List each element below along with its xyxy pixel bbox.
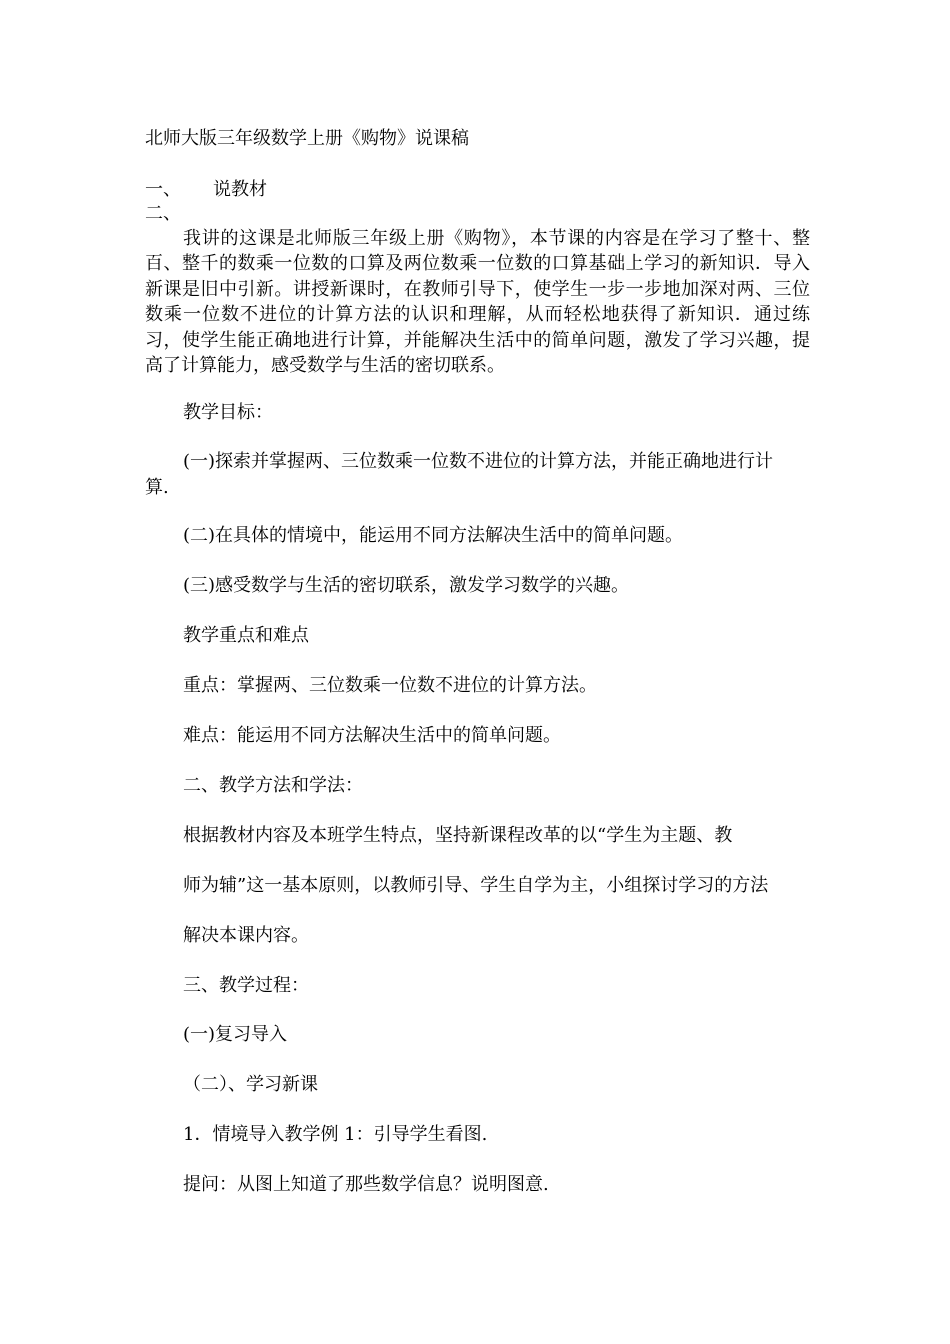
key-difficult-heading: 教学重点和难点 bbox=[183, 625, 309, 646]
goal-1-line-1: (一)探索并掌握两、三位数乘一位数不进位的计算方法，并能正确地进行计 bbox=[183, 451, 774, 472]
methods-line-1: 根据教材内容及本班学生特点，坚持新课程改革的以“学生为主题、教 bbox=[183, 825, 733, 846]
section-two-number: 二、 bbox=[145, 203, 181, 224]
new-lesson-step: （二）、学习新课 bbox=[183, 1074, 318, 1095]
document-title: 北师大版三年级数学上册《购物》说课稿 bbox=[145, 128, 469, 149]
methods-heading: 二、教学方法和学法： bbox=[183, 775, 363, 796]
difficult-point: 难点：能运用不同方法解决生活中的简单问题。 bbox=[183, 725, 561, 746]
section-one-label: 说教材 bbox=[213, 179, 267, 200]
section-one-number: 一、 bbox=[145, 179, 181, 200]
section-one-heading bbox=[145, 178, 815, 202]
example-1: 1．情境导入教学例 1：引导学生看图. bbox=[183, 1124, 488, 1145]
goal-1-line-2: 算. bbox=[145, 477, 169, 498]
goal-3: (三)感受数学与生活的密切联系，激发学习数学的兴趣。 bbox=[183, 575, 630, 596]
question: 提问：从图上知道了那些数学信息？说明图意. bbox=[183, 1174, 549, 1195]
key-point: 重点：掌握两、三位数乘一位数不进位的计算方法。 bbox=[183, 675, 597, 696]
goals-heading: 教学目标： bbox=[183, 402, 273, 423]
intro-paragraph: 我讲的这课是北师版三年级上册《购物》，本节课的内容是在学习了整十、整百、整千的数乘一位数的口算及两位数乘一位数的口算基础上学习的新知识．导入新课是旧中引新。讲授新课时，在教师引导下，使学生一步一步地加深对两、三位数乘一位数不进位的计算方法的认识和理解，从而轻松地获得了新知识．通过练习，使学生能正确地进行计算，并能解决生活中的简单问题，激发了学习兴趣，提高了计算能力，感受数学与生活的密切联系。 bbox=[145, 228, 810, 377]
goal-2: (二)在具体的情境中，能运用不同方法解决生活中的简单问题。 bbox=[183, 525, 684, 546]
process-heading: 三、教学过程： bbox=[183, 975, 309, 996]
methods-line-3: 解决本课内容。 bbox=[183, 925, 309, 946]
review-step: (一)复习导入 bbox=[183, 1024, 288, 1045]
methods-line-2: 师为辅”这一基本原则，以教师引导、学生自学为主，小组探讨学习的方法 bbox=[183, 875, 769, 896]
